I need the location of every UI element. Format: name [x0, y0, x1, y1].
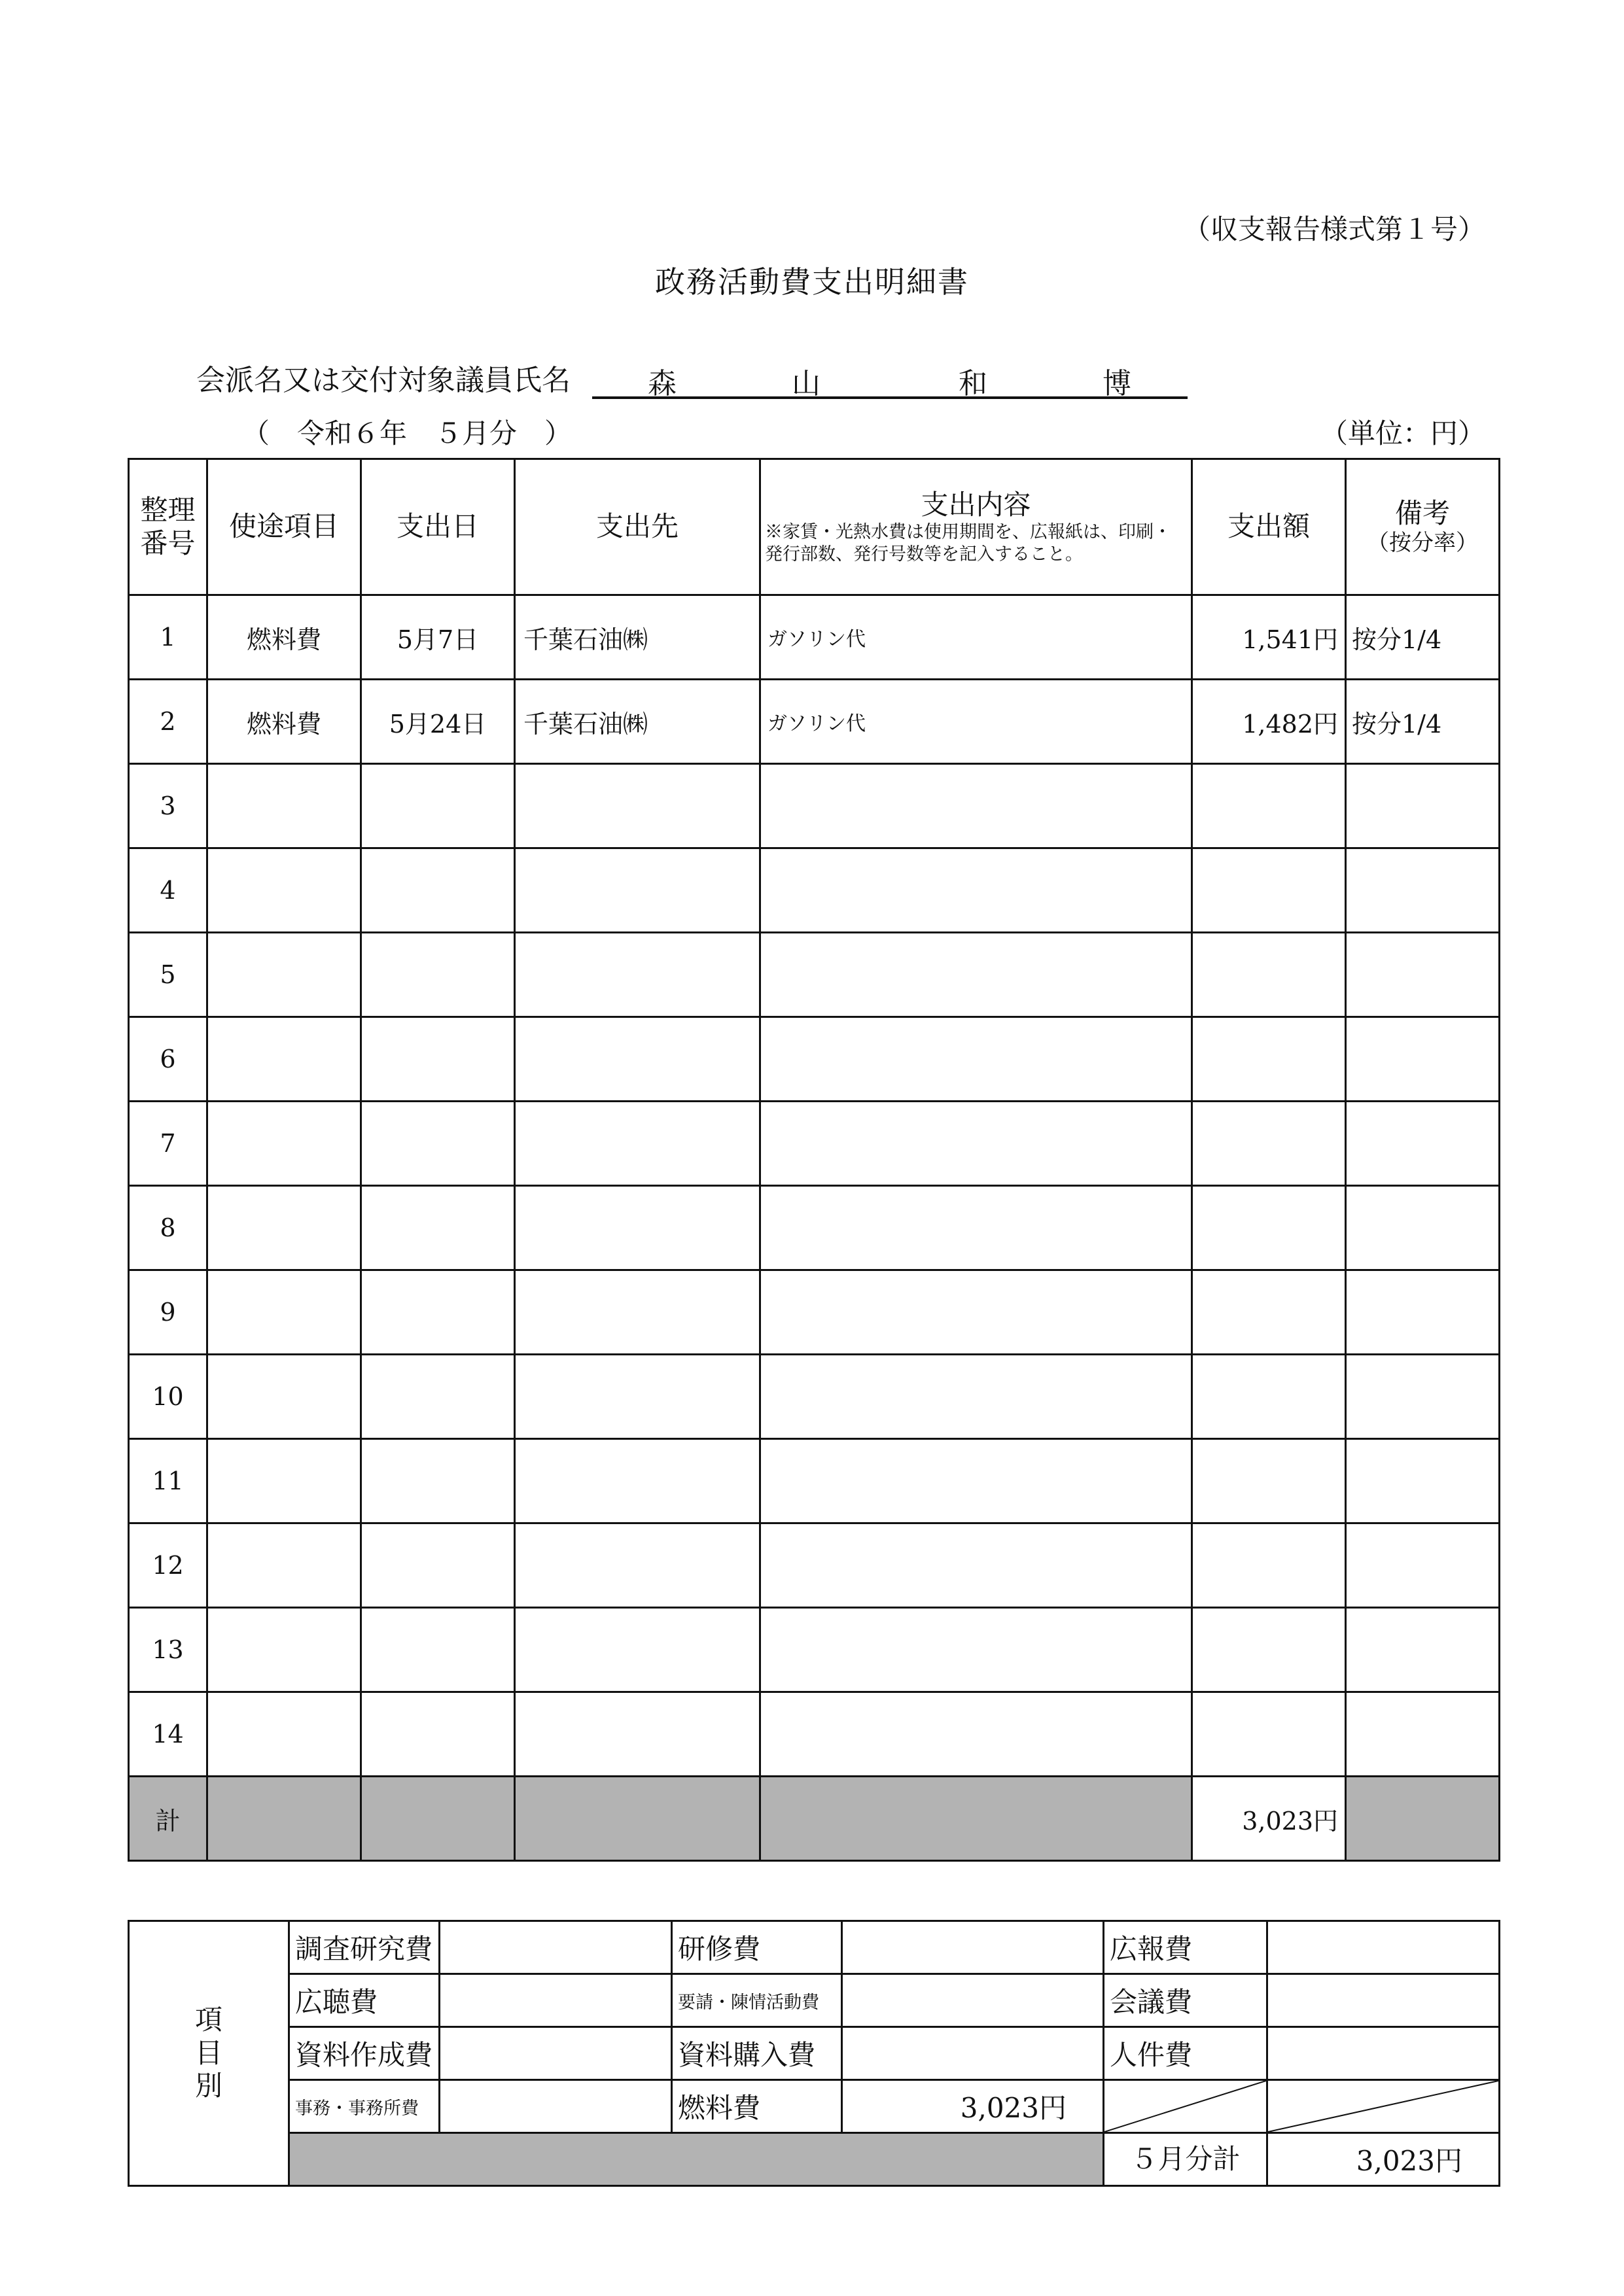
row-remarks: [1346, 1017, 1500, 1102]
month-total-label: ５月分計: [1104, 2133, 1267, 2186]
row-payee: [515, 764, 760, 848]
row-amount: [1192, 1017, 1346, 1102]
row-content: [760, 1523, 1192, 1608]
row-number: 3: [129, 764, 207, 848]
summary-shaded-area: [289, 2133, 1104, 2186]
row-content: [760, 1102, 1192, 1186]
summary-category-label: 要請・陳情活動費: [672, 1974, 842, 2027]
summary-category-label: 広聴費: [289, 1974, 440, 2027]
row-content: [760, 1017, 1192, 1102]
member-name-char: 森: [648, 367, 677, 400]
summary-row: [129, 1921, 1500, 1974]
row-remarks: [1346, 1102, 1500, 1186]
row-remarks: [1346, 1608, 1500, 1692]
row-date: 5月24日: [361, 680, 515, 764]
table-row: [129, 848, 1500, 933]
row-amount: 1,482円: [1192, 680, 1346, 764]
table-row: [129, 680, 1500, 764]
row-purpose: [207, 1608, 361, 1692]
row-amount: [1192, 1355, 1346, 1439]
total-row: [129, 1777, 1500, 1861]
document-title: 政務活動費支出明細書: [655, 264, 969, 300]
report-period: （ 令和６年 ５月分 ）: [242, 417, 573, 449]
row-amount: [1192, 1270, 1346, 1355]
row-date: [361, 1186, 515, 1270]
row-number: 8: [129, 1186, 207, 1270]
row-number: 7: [129, 1102, 207, 1186]
summary-category-label: 資料購入費: [672, 2027, 842, 2080]
header-content-note: ※家賃・光熱水費は使用期間を、広報紙は、印刷・発行部数、発行号数等を記入すること。: [765, 521, 1171, 565]
row-purpose: [207, 1523, 361, 1608]
expense-table: [128, 458, 1500, 1862]
summary-total-row: [129, 2133, 1500, 2186]
member-name-label: 会派名又は交付対象議員氏名: [196, 364, 571, 397]
row-number: 5: [129, 933, 207, 1017]
row-number: 11: [129, 1439, 207, 1523]
row-payee: [515, 848, 760, 933]
row-remarks: [1346, 1692, 1500, 1777]
row-payee: [515, 1523, 760, 1608]
row-date: [361, 1523, 515, 1608]
row-payee: [515, 1692, 760, 1777]
row-date: [361, 1270, 515, 1355]
row-payee: [515, 1270, 760, 1355]
row-purpose: [207, 764, 361, 848]
summary-category-label: 資料作成費: [289, 2027, 440, 2080]
summary-group-label: 項 目 別: [129, 1921, 289, 2186]
row-content: ガソリン代: [760, 680, 1192, 764]
header-payee: 支出先: [515, 459, 760, 595]
row-purpose: [207, 1102, 361, 1186]
row-date: [361, 1692, 515, 1777]
header-no: 整理 番号: [129, 459, 207, 595]
summary-category-label: 会議費: [1104, 1974, 1267, 2027]
row-content: [760, 848, 1192, 933]
row-remarks: [1346, 1186, 1500, 1270]
row-payee: 千葉石油㈱: [515, 680, 760, 764]
total-empty-cell: [361, 1777, 515, 1861]
summary-category-value: [1267, 1974, 1500, 2027]
row-number: 4: [129, 848, 207, 933]
table-row: [129, 1692, 1500, 1777]
row-amount: [1192, 1102, 1346, 1186]
row-content: [760, 1439, 1192, 1523]
row-purpose: [207, 1439, 361, 1523]
row-remarks: [1346, 1355, 1500, 1439]
summary-category-value: [842, 1921, 1104, 1974]
row-amount: [1192, 1186, 1346, 1270]
member-name-char: 和: [959, 367, 987, 400]
table-row: [129, 764, 1500, 848]
row-date: [361, 1017, 515, 1102]
summary-slashed-cell: [1104, 2080, 1267, 2133]
header-date: 支出日: [361, 459, 515, 595]
member-name-char: 山: [792, 367, 821, 400]
header-remarks-title: 備考: [1394, 496, 1450, 529]
row-remarks: [1346, 933, 1500, 1017]
row-remarks: [1346, 1270, 1500, 1355]
row-number: 12: [129, 1523, 207, 1608]
row-content: [760, 764, 1192, 848]
row-remarks: 按分1/4: [1346, 680, 1500, 764]
row-amount: [1192, 1692, 1346, 1777]
table-row: [129, 595, 1500, 680]
row-purpose: [207, 1692, 361, 1777]
row-remarks: [1346, 1439, 1500, 1523]
summary-category-value: [842, 2027, 1104, 2080]
header-content-title: 支出内容: [921, 488, 1031, 521]
row-payee: 千葉石油㈱: [515, 595, 760, 680]
row-purpose: [207, 1017, 361, 1102]
row-purpose: [207, 848, 361, 933]
table-row: [129, 1523, 1500, 1608]
form-number: （収支報告様式第１号）: [1182, 213, 1485, 245]
table-header-row: [129, 459, 1500, 595]
total-label: 計: [129, 1777, 207, 1861]
row-purpose: [207, 1355, 361, 1439]
summary-category-value: [440, 2027, 672, 2080]
row-purpose: 燃料費: [207, 680, 361, 764]
row-number: 13: [129, 1608, 207, 1692]
unit-label: （単位：円）: [1320, 417, 1485, 449]
total-empty-cell: [760, 1777, 1192, 1861]
row-amount: [1192, 1523, 1346, 1608]
row-payee: [515, 1186, 760, 1270]
row-date: 5月7日: [361, 595, 515, 680]
header-remarks: [1346, 459, 1500, 595]
header-remarks-sub: （按分率）: [1367, 530, 1478, 557]
row-date: [361, 848, 515, 933]
summary-category-value: [440, 1974, 672, 2027]
row-content: [760, 1608, 1192, 1692]
row-amount: [1192, 848, 1346, 933]
header-content: [760, 459, 1192, 595]
row-content: [760, 1355, 1192, 1439]
row-purpose: [207, 1270, 361, 1355]
summary-row: [129, 2080, 1500, 2133]
table-row: [129, 1439, 1500, 1523]
row-remarks: [1346, 764, 1500, 848]
month-total-value: 3,023円: [1267, 2133, 1500, 2186]
row-number: 6: [129, 1017, 207, 1102]
row-payee: [515, 1608, 760, 1692]
row-payee: [515, 1102, 760, 1186]
table-row: [129, 1608, 1500, 1692]
row-date: [361, 1439, 515, 1523]
row-remarks: [1346, 1523, 1500, 1608]
table-row: [129, 1017, 1500, 1102]
row-number: 10: [129, 1355, 207, 1439]
row-content: ガソリン代: [760, 595, 1192, 680]
row-purpose: [207, 933, 361, 1017]
row-date: [361, 1608, 515, 1692]
row-amount: [1192, 1608, 1346, 1692]
row-content: [760, 933, 1192, 1017]
total-amount: 3,023円: [1192, 1777, 1346, 1861]
category-summary-table: [128, 1920, 1500, 2187]
summary-row: [129, 1974, 1500, 2027]
row-date: [361, 1102, 515, 1186]
summary-category-label: 人件費: [1104, 2027, 1267, 2080]
row-remarks: 按分1/4: [1346, 595, 1500, 680]
total-empty-cell: [1346, 1777, 1500, 1861]
row-payee: [515, 1017, 760, 1102]
table-row: [129, 1186, 1500, 1270]
summary-category-label: 調査研究費: [289, 1921, 440, 1974]
summary-category-label: 燃料費: [672, 2080, 842, 2133]
row-date: [361, 933, 515, 1017]
row-payee: [515, 933, 760, 1017]
row-amount: [1192, 1439, 1346, 1523]
summary-category-value: [842, 1974, 1104, 2027]
row-number: 9: [129, 1270, 207, 1355]
header-amount: 支出額: [1192, 459, 1346, 595]
row-date: [361, 1355, 515, 1439]
row-amount: 1,541円: [1192, 595, 1346, 680]
summary-category-value: [440, 2080, 672, 2133]
summary-category-value: [1267, 1921, 1500, 1974]
row-content: [760, 1270, 1192, 1355]
table-row: [129, 933, 1500, 1017]
row-content: [760, 1692, 1192, 1777]
table-row: [129, 1270, 1500, 1355]
row-payee: [515, 1439, 760, 1523]
row-purpose: 燃料費: [207, 595, 361, 680]
summary-category-label: 事務・事務所費: [289, 2080, 440, 2133]
row-payee: [515, 1355, 760, 1439]
summary-row: [129, 2027, 1500, 2080]
member-name-field: [592, 360, 1188, 399]
summary-category-value: [440, 1921, 672, 1974]
summary-slashed-cell: [1267, 2080, 1500, 2133]
row-date: [361, 764, 515, 848]
row-number: 14: [129, 1692, 207, 1777]
table-row: [129, 1102, 1500, 1186]
row-number: 1: [129, 595, 207, 680]
row-number: 2: [129, 680, 207, 764]
header-purpose: 使途項目: [207, 459, 361, 595]
row-purpose: [207, 1186, 361, 1270]
member-name-char: 博: [1103, 367, 1131, 400]
row-content: [760, 1186, 1192, 1270]
summary-category-label: 研修費: [672, 1921, 842, 1974]
row-remarks: [1346, 848, 1500, 933]
table-row: [129, 1355, 1500, 1439]
total-empty-cell: [515, 1777, 760, 1861]
summary-category-label: 広報費: [1104, 1921, 1267, 1974]
summary-category-value: 3,023円: [842, 2080, 1104, 2133]
row-amount: [1192, 764, 1346, 848]
row-amount: [1192, 933, 1346, 1017]
summary-category-value: [1267, 2027, 1500, 2080]
total-empty-cell: [207, 1777, 361, 1861]
